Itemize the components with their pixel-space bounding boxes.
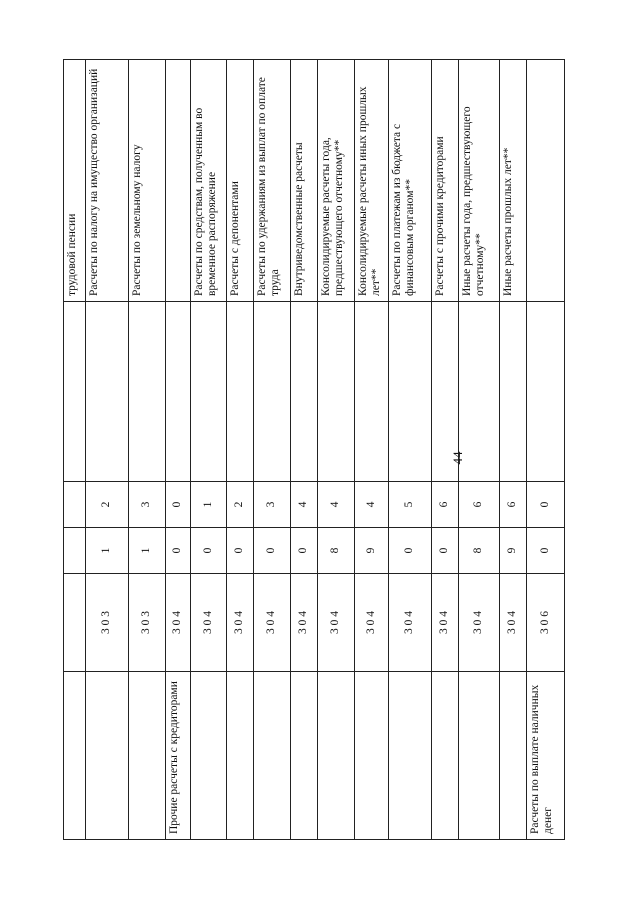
synthetic-code-cell: 3 0 4 bbox=[431, 574, 458, 672]
blank-cell bbox=[290, 302, 317, 482]
blank-cell bbox=[458, 302, 499, 482]
table-row bbox=[499, 60, 526, 840]
synthetic-code-cell: 3 0 4 bbox=[253, 574, 290, 672]
synthetic-code-cell: 3 0 4 bbox=[499, 574, 526, 672]
description-cell: Расчеты с прочими кредиторами bbox=[431, 60, 458, 302]
analytic-code-cell: 0 bbox=[190, 528, 226, 574]
analytic-code-cell: 0 bbox=[389, 528, 431, 574]
blank-cell bbox=[253, 302, 290, 482]
description-cell: Иные расчеты года, предшествующего отчетному** bbox=[458, 60, 499, 302]
table-row bbox=[253, 60, 290, 840]
blank-cell bbox=[354, 302, 389, 482]
table-row bbox=[431, 60, 458, 840]
account-name-cell bbox=[129, 672, 166, 840]
analytic-code-cell: 0 bbox=[526, 528, 564, 574]
analytic-code-cell: 8 bbox=[458, 528, 499, 574]
subcode-cell: 2 bbox=[226, 482, 253, 528]
blank-cell bbox=[165, 302, 190, 482]
blank-cell bbox=[129, 302, 166, 482]
description-cell: Расчеты с депонентами bbox=[226, 60, 253, 302]
table-row bbox=[226, 60, 253, 840]
description-cell: Внутриведомственные расчеты bbox=[290, 60, 317, 302]
accounts-table bbox=[63, 59, 565, 840]
subcode-cell: 0 bbox=[526, 482, 564, 528]
analytic-code-cell: 0 bbox=[431, 528, 458, 574]
account-name-cell: Прочие расчеты с кредиторами bbox=[165, 672, 190, 840]
synthetic-code-cell: 3 0 4 bbox=[165, 574, 190, 672]
account-name-cell bbox=[317, 672, 354, 840]
table-row bbox=[165, 60, 190, 840]
account-name-cell bbox=[190, 672, 226, 840]
synthetic-code-cell: 3 0 4 bbox=[458, 574, 499, 672]
blank-cell bbox=[64, 302, 86, 482]
account-name-cell bbox=[253, 672, 290, 840]
rotated-table-wrapper bbox=[63, 60, 565, 840]
synthetic-code-cell bbox=[64, 574, 86, 672]
description-cell: Расчеты по средствам, полученным во временное распоряжение bbox=[190, 60, 226, 302]
description-cell: Расчеты по платежам из бюджета с финансовым органом** bbox=[389, 60, 431, 302]
blank-cell bbox=[85, 302, 128, 482]
analytic-code-cell: 0 bbox=[290, 528, 317, 574]
synthetic-code-cell: 3 0 4 bbox=[389, 574, 431, 672]
account-name-cell bbox=[290, 672, 317, 840]
synthetic-code-cell: 3 0 3 bbox=[129, 574, 166, 672]
synthetic-code-cell: 3 0 4 bbox=[354, 574, 389, 672]
account-name-cell bbox=[389, 672, 431, 840]
subcode-cell: 4 bbox=[290, 482, 317, 528]
blank-cell bbox=[526, 302, 564, 482]
subcode-cell: 3 bbox=[253, 482, 290, 528]
analytic-code-cell: 1 bbox=[129, 528, 166, 574]
analytic-code-cell: 8 bbox=[317, 528, 354, 574]
table-row bbox=[64, 60, 86, 840]
description-cell: Расчеты по налогу на имущество организаций bbox=[85, 60, 128, 302]
account-name-cell bbox=[226, 672, 253, 840]
synthetic-code-cell: 3 0 4 bbox=[290, 574, 317, 672]
subcode-cell: 3 bbox=[129, 482, 166, 528]
synthetic-code-cell: 3 0 6 bbox=[526, 574, 564, 672]
synthetic-code-cell: 3 0 4 bbox=[317, 574, 354, 672]
table-row bbox=[317, 60, 354, 840]
description-cell bbox=[165, 60, 190, 302]
blank-cell bbox=[317, 302, 354, 482]
analytic-code-cell: 0 bbox=[165, 528, 190, 574]
analytic-code-cell: 9 bbox=[354, 528, 389, 574]
table-row bbox=[526, 60, 564, 840]
table-row bbox=[129, 60, 166, 840]
table-row bbox=[458, 60, 499, 840]
account-name-cell bbox=[85, 672, 128, 840]
account-name-cell bbox=[499, 672, 526, 840]
analytic-code-cell: 1 bbox=[85, 528, 128, 574]
description-cell: Иные расчеты прошлых лет** bbox=[499, 60, 526, 302]
analytic-code-cell bbox=[64, 528, 86, 574]
table-row bbox=[290, 60, 317, 840]
account-name-cell bbox=[431, 672, 458, 840]
subcode-cell: 4 bbox=[317, 482, 354, 528]
table-body bbox=[64, 60, 565, 840]
subcode-cell: 6 bbox=[499, 482, 526, 528]
description-cell: Консолидируемые расчеты года, предшествующего отчетному** bbox=[317, 60, 354, 302]
blank-cell bbox=[190, 302, 226, 482]
table-row bbox=[354, 60, 389, 840]
description-cell bbox=[526, 60, 564, 302]
account-name-cell bbox=[354, 672, 389, 840]
subcode-cell: 2 bbox=[85, 482, 128, 528]
account-name-cell: Расчеты по выплате наличных денег bbox=[526, 672, 564, 840]
subcode-cell: 1 bbox=[190, 482, 226, 528]
page-number: 44 bbox=[450, 451, 465, 465]
blank-cell bbox=[226, 302, 253, 482]
subcode-cell: 4 bbox=[354, 482, 389, 528]
account-name-cell bbox=[64, 672, 86, 840]
table-row bbox=[389, 60, 431, 840]
subcode-cell: 6 bbox=[458, 482, 499, 528]
subcode-cell: 5 bbox=[389, 482, 431, 528]
synthetic-code-cell: 3 0 3 bbox=[85, 574, 128, 672]
analytic-code-cell: 9 bbox=[499, 528, 526, 574]
synthetic-code-cell: 3 0 4 bbox=[226, 574, 253, 672]
analytic-code-cell: 0 bbox=[226, 528, 253, 574]
analytic-code-cell: 0 bbox=[253, 528, 290, 574]
synthetic-code-cell: 3 0 4 bbox=[190, 574, 226, 672]
subcode-cell: 6 bbox=[431, 482, 458, 528]
description-cell: Расчеты по удержаниям из выплат по оплате труда bbox=[253, 60, 290, 302]
description-cell: трудовой пенсии bbox=[64, 60, 86, 302]
blank-cell bbox=[499, 302, 526, 482]
description-cell: Расчеты по земельному налогу bbox=[129, 60, 166, 302]
blank-cell bbox=[389, 302, 431, 482]
subcode-cell bbox=[64, 482, 86, 528]
account-name-cell bbox=[458, 672, 499, 840]
blank-cell bbox=[431, 302, 458, 482]
table-row bbox=[85, 60, 128, 840]
table-row bbox=[190, 60, 226, 840]
description-cell: Консолидируемые расчеты иных прошлых лет** bbox=[354, 60, 389, 302]
subcode-cell: 0 bbox=[165, 482, 190, 528]
